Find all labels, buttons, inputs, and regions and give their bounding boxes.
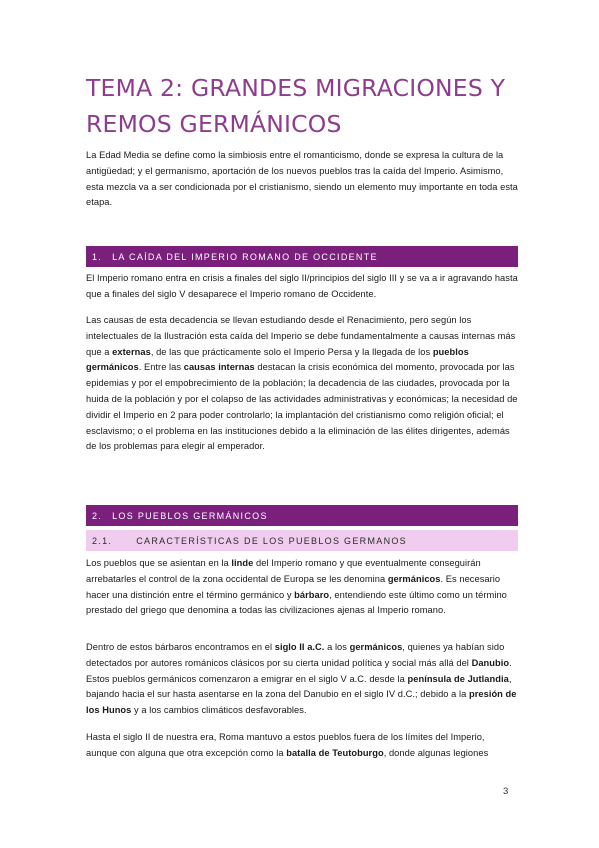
section-2-heading: LOS PUEBLOS GERMÁNICOS (112, 510, 268, 521)
subsection-2-1-header (86, 530, 518, 551)
text-run: . Entre las (138, 362, 184, 373)
section-2-paragraph-1 (86, 556, 518, 619)
text-run: Las causas de esta decadencia se llevan estudiando desde el Renacimiento, pero según los intelectuales de la Ilustración esta caída del Imperio se debe fundamentalmente a causas internas más que a (86, 315, 516, 357)
bold-term: Danubio (471, 657, 510, 668)
section-2-paragraph-2 (86, 640, 518, 719)
text-run: , donde algunas legiones (383, 747, 489, 758)
bold-term: presión de los Hunos (86, 689, 517, 716)
section-1-number: 1. (92, 251, 103, 262)
text-run: . Es necesario hacer una distinción entre el término germánico y (86, 573, 501, 600)
bold-term: externas (112, 346, 151, 357)
bold-term: causas internas (183, 362, 255, 373)
bold-term: germánicos (349, 642, 403, 652)
text-run: , de las que prácticamente solo el Imperio Persa y la llegada de los (150, 346, 433, 357)
bold-term: batalla de Teutoburgo (286, 747, 384, 758)
bold-term: germánicos (387, 573, 441, 584)
page-number: 3 (503, 786, 509, 797)
text-run: Dentro de estos bárbaros encontramos en el (86, 642, 275, 652)
bold-term: península de Jutlandia (407, 673, 509, 684)
bold-term: bárbaro (294, 589, 330, 600)
subsection-2-1-heading: CARACTERÍSTICAS DE LOS PUEBLOS GERMANOS (136, 535, 407, 546)
page-title: TEMA 2: GRANDES MIGRACIONES Y REMOS GERMÁNICOS (86, 74, 506, 138)
bold-term: pueblos germánicos (86, 346, 469, 373)
text-run: Hasta el siglo II de nuestra era, Roma mantuvo a estos pueblos fuera de los límites del Imperio, aunque con alguna que otra excepción como la (86, 732, 485, 758)
intro-paragraph: La Edad Media se define como la simbiosis entre el romanticismo, donde se expresa la cultura de la antigüedad; y el germanismo, aportación de los nuevos pueblos tras la caída del Imperio. Asimismo, esta mezcla va a ser condicionada por el cristianismo, siendo un elemento muy importante en toda esta etapa. (86, 150, 518, 208)
section-1-paragraph-1: El Imperio romano entra en crisis a finales del siglo II/principios del siglo III y se va a ir agravando hasta que a finales del siglo V desaparece el Imperio romano de Occidente. (86, 273, 518, 299)
text-run: destacan la crisis económica del momento, provocada por las epidemias y por el empobrecimiento de la población; la decadencia de las ciudades, provocada por la huida de la población y por el colapso de las actividades administrativas y económicas; la necesidad de dividir el Imperio en 2 para poder controlarlo; la implantación del cristianismo como religión oficial; el esclavismo; o el problema en las instituciones debido a la eliminación de las élites dirigentes, además de los problemas para elegir al emperador. (86, 362, 518, 452)
text-run: . Estos pueblos germánicos comenzaron a emigrar en el siglo V a.C. desde la (86, 657, 512, 684)
text-run: , bajando hacia el sur hasta asentarse en la zona del Danubio en el siglo IV d.C.; debido a la (86, 673, 512, 700)
section-2-header (86, 505, 518, 526)
text-run: , quienes ya habían sido detectados por autores románicos clásicos por su cierta unidad política y social más allá del (86, 642, 505, 668)
text-run: del Imperio romano y que eventualmente conseguirán arrebatarles el control de la zona occidental de Europa se les denomina (86, 558, 481, 584)
section-1-heading: LA CAÍDA DEL IMPERIO ROMANO DE OCCIDENTE (112, 251, 378, 262)
bold-term: linde (231, 558, 254, 568)
section-1-header (86, 246, 518, 267)
section-2-paragraph-3 (86, 730, 518, 762)
text-run: y a los cambios climáticos desfavorables. (131, 705, 307, 716)
section-1-paragraph-2 (86, 313, 518, 455)
section-2-number: 2. (92, 510, 103, 521)
text-run: Los pueblos que se asientan en la (86, 558, 232, 568)
text-run: a los (324, 642, 350, 652)
subsection-2-1-number: 2.1. (92, 535, 113, 546)
text-run: , entendiendo este último como un término prestado del griego que denomina a todas las civilizaciones ajenas al Imperio romano. (86, 589, 507, 616)
bold-term: siglo II a.C. (274, 642, 325, 652)
